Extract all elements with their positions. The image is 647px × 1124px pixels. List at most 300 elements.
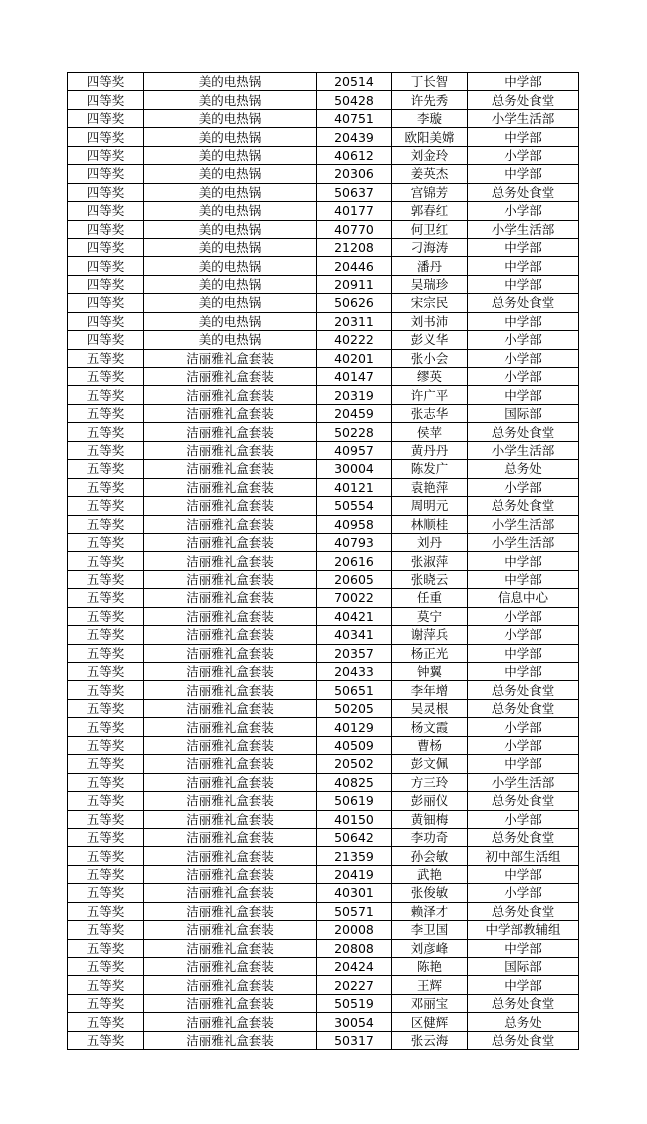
employee-id-cell: 40957 xyxy=(317,441,392,459)
department-cell: 小学部 xyxy=(468,146,579,164)
table-row xyxy=(68,368,579,386)
table-row xyxy=(68,976,579,994)
prize-item-cell: 美的电热锅 xyxy=(144,275,317,293)
prize-grade-cell: 五等奖 xyxy=(68,607,144,625)
department-cell: 小学生活部 xyxy=(468,773,579,791)
employee-id-cell: 70022 xyxy=(317,589,392,607)
prize-item-cell: 洁丽雅礼盒套装 xyxy=(144,368,317,386)
department-cell: 中学部 xyxy=(468,976,579,994)
table-row xyxy=(68,589,579,607)
winner-name-cell: 彭丽仪 xyxy=(392,792,468,810)
prize-item-cell: 美的电热锅 xyxy=(144,146,317,164)
prize-item-cell: 洁丽雅礼盒套装 xyxy=(144,1031,317,1049)
prize-grade-cell: 五等奖 xyxy=(68,939,144,957)
department-cell: 小学部 xyxy=(468,349,579,367)
prize-item-cell: 洁丽雅礼盒套装 xyxy=(144,699,317,717)
prize-grade-cell: 五等奖 xyxy=(68,552,144,570)
prize-item-cell: 美的电热锅 xyxy=(144,202,317,220)
winner-name-cell: 李年增 xyxy=(392,681,468,699)
employee-id-cell: 50519 xyxy=(317,994,392,1012)
winner-name-cell: 侯苹 xyxy=(392,423,468,441)
prize-item-cell: 洁丽雅礼盒套装 xyxy=(144,533,317,551)
prize-item-cell: 洁丽雅礼盒套装 xyxy=(144,1013,317,1031)
prize-grade-cell: 四等奖 xyxy=(68,202,144,220)
winner-name-cell: 宋宗民 xyxy=(392,294,468,312)
table-row xyxy=(68,497,579,515)
department-cell: 总务处 xyxy=(468,1013,579,1031)
prize-grade-cell: 五等奖 xyxy=(68,570,144,588)
prize-item-cell: 美的电热锅 xyxy=(144,238,317,256)
prize-grade-cell: 四等奖 xyxy=(68,220,144,238)
department-cell: 总务处食堂 xyxy=(468,828,579,846)
department-cell: 小学部 xyxy=(468,736,579,754)
table-row xyxy=(68,404,579,422)
employee-id-cell: 40222 xyxy=(317,331,392,349)
prize-grade-cell: 四等奖 xyxy=(68,238,144,256)
department-cell: 中学部 xyxy=(468,644,579,662)
winner-name-cell: 谢萍兵 xyxy=(392,626,468,644)
winner-name-cell: 张志华 xyxy=(392,404,468,422)
department-cell: 总务处食堂 xyxy=(468,994,579,1012)
prize-item-cell: 美的电热锅 xyxy=(144,73,317,91)
prize-item-cell: 美的电热锅 xyxy=(144,257,317,275)
table-row xyxy=(68,626,579,644)
prize-grade-cell: 五等奖 xyxy=(68,1013,144,1031)
employee-id-cell: 50428 xyxy=(317,91,392,109)
employee-id-cell: 50205 xyxy=(317,699,392,717)
winner-name-cell: 武艳 xyxy=(392,865,468,883)
table-row xyxy=(68,331,579,349)
employee-id-cell: 20357 xyxy=(317,644,392,662)
prize-grade-cell: 五等奖 xyxy=(68,423,144,441)
table-row xyxy=(68,146,579,164)
winner-name-cell: 孙会敏 xyxy=(392,847,468,865)
department-cell: 总务处食堂 xyxy=(468,91,579,109)
winner-name-cell: 刘书沛 xyxy=(392,312,468,330)
prize-grade-cell: 五等奖 xyxy=(68,773,144,791)
department-cell: 小学部 xyxy=(468,884,579,902)
department-cell: 中学部 xyxy=(468,128,579,146)
prize-grade-cell: 五等奖 xyxy=(68,478,144,496)
winner-name-cell: 姜英杰 xyxy=(392,165,468,183)
prize-grade-cell: 四等奖 xyxy=(68,294,144,312)
employee-id-cell: 21359 xyxy=(317,847,392,865)
table-row xyxy=(68,718,579,736)
prize-item-cell: 洁丽雅礼盒套装 xyxy=(144,663,317,681)
prize-grade-cell: 四等奖 xyxy=(68,275,144,293)
employee-id-cell: 40201 xyxy=(317,349,392,367)
prize-item-cell: 洁丽雅礼盒套装 xyxy=(144,441,317,459)
employee-id-cell: 40147 xyxy=(317,368,392,386)
prize-grade-cell: 四等奖 xyxy=(68,73,144,91)
winner-name-cell: 李璇 xyxy=(392,109,468,127)
employee-id-cell: 20616 xyxy=(317,552,392,570)
prize-item-cell: 洁丽雅礼盒套装 xyxy=(144,792,317,810)
department-cell: 小学生活部 xyxy=(468,109,579,127)
department-cell: 总务处食堂 xyxy=(468,497,579,515)
department-cell: 小学部 xyxy=(468,626,579,644)
table-row xyxy=(68,994,579,1012)
employee-id-cell: 50626 xyxy=(317,294,392,312)
department-cell: 中学部 xyxy=(468,165,579,183)
department-cell: 小学部 xyxy=(468,607,579,625)
employee-id-cell: 20311 xyxy=(317,312,392,330)
winner-name-cell: 张淑萍 xyxy=(392,552,468,570)
winner-name-cell: 张云海 xyxy=(392,1031,468,1049)
department-cell: 小学部 xyxy=(468,202,579,220)
table-row xyxy=(68,257,579,275)
table-row xyxy=(68,810,579,828)
prize-grade-cell: 五等奖 xyxy=(68,533,144,551)
prize-grade-cell: 五等奖 xyxy=(68,718,144,736)
table-row xyxy=(68,570,579,588)
employee-id-cell: 20502 xyxy=(317,755,392,773)
winner-name-cell: 何卫红 xyxy=(392,220,468,238)
prize-item-cell: 洁丽雅礼盒套装 xyxy=(144,607,317,625)
employee-id-cell: 20911 xyxy=(317,275,392,293)
employee-id-cell: 40793 xyxy=(317,533,392,551)
employee-id-cell: 20319 xyxy=(317,386,392,404)
table-row xyxy=(68,109,579,127)
winner-name-cell: 陈发广 xyxy=(392,460,468,478)
winner-name-cell: 杨文霞 xyxy=(392,718,468,736)
table-row xyxy=(68,607,579,625)
prize-grade-cell: 五等奖 xyxy=(68,810,144,828)
table-row xyxy=(68,533,579,551)
table-row xyxy=(68,91,579,109)
table-row xyxy=(68,958,579,976)
department-cell: 中学部 xyxy=(468,257,579,275)
employee-id-cell: 40751 xyxy=(317,109,392,127)
employee-id-cell: 21208 xyxy=(317,238,392,256)
prize-item-cell: 洁丽雅礼盒套装 xyxy=(144,828,317,846)
prize-item-cell: 洁丽雅礼盒套装 xyxy=(144,810,317,828)
prize-grade-cell: 五等奖 xyxy=(68,404,144,422)
prize-item-cell: 洁丽雅礼盒套装 xyxy=(144,626,317,644)
employee-id-cell: 20008 xyxy=(317,921,392,939)
winner-name-cell: 林顺桂 xyxy=(392,515,468,533)
winner-name-cell: 张小会 xyxy=(392,349,468,367)
department-cell: 中学部 xyxy=(468,570,579,588)
employee-id-cell: 40121 xyxy=(317,478,392,496)
department-cell: 总务处食堂 xyxy=(468,681,579,699)
department-cell: 初中部生活组 xyxy=(468,847,579,865)
prize-grade-cell: 五等奖 xyxy=(68,368,144,386)
winner-name-cell: 刁海涛 xyxy=(392,238,468,256)
winner-name-cell: 宫锦芳 xyxy=(392,183,468,201)
winner-name-cell: 任重 xyxy=(392,589,468,607)
department-cell: 中学部教辅组 xyxy=(468,921,579,939)
prize-grade-cell: 四等奖 xyxy=(68,257,144,275)
employee-id-cell: 40770 xyxy=(317,220,392,238)
table-row xyxy=(68,1013,579,1031)
table-row xyxy=(68,681,579,699)
department-cell: 国际部 xyxy=(468,404,579,422)
prize-grade-cell: 五等奖 xyxy=(68,460,144,478)
winner-name-cell: 周明元 xyxy=(392,497,468,515)
table-body xyxy=(68,73,579,1050)
prize-grade-cell: 四等奖 xyxy=(68,165,144,183)
prize-item-cell: 洁丽雅礼盒套装 xyxy=(144,570,317,588)
prize-item-cell: 洁丽雅礼盒套装 xyxy=(144,644,317,662)
table-row xyxy=(68,663,579,681)
prize-winners-table xyxy=(67,72,579,1050)
employee-id-cell: 50651 xyxy=(317,681,392,699)
prize-item-cell: 洁丽雅礼盒套装 xyxy=(144,589,317,607)
winner-name-cell: 邓丽宝 xyxy=(392,994,468,1012)
employee-id-cell: 50619 xyxy=(317,792,392,810)
department-cell: 国际部 xyxy=(468,958,579,976)
prize-item-cell: 洁丽雅礼盒套装 xyxy=(144,423,317,441)
prize-grade-cell: 五等奖 xyxy=(68,497,144,515)
department-cell: 中学部 xyxy=(468,312,579,330)
prize-item-cell: 美的电热锅 xyxy=(144,294,317,312)
employee-id-cell: 50228 xyxy=(317,423,392,441)
table-row xyxy=(68,828,579,846)
prize-item-cell: 美的电热锅 xyxy=(144,183,317,201)
prize-grade-cell: 四等奖 xyxy=(68,109,144,127)
prize-grade-cell: 四等奖 xyxy=(68,331,144,349)
winner-name-cell: 李卫国 xyxy=(392,921,468,939)
department-cell: 小学生活部 xyxy=(468,441,579,459)
prize-grade-cell: 四等奖 xyxy=(68,91,144,109)
prize-item-cell: 美的电热锅 xyxy=(144,109,317,127)
winner-name-cell: 方三玲 xyxy=(392,773,468,791)
table-row xyxy=(68,699,579,717)
winner-name-cell: 吴瑞珍 xyxy=(392,275,468,293)
winner-name-cell: 区健辉 xyxy=(392,1013,468,1031)
prize-item-cell: 洁丽雅礼盒套装 xyxy=(144,958,317,976)
department-cell: 小学生活部 xyxy=(468,533,579,551)
table-row xyxy=(68,128,579,146)
winner-name-cell: 杨正光 xyxy=(392,644,468,662)
department-cell: 小学部 xyxy=(468,718,579,736)
winner-name-cell: 潘丹 xyxy=(392,257,468,275)
department-cell: 中学部 xyxy=(468,663,579,681)
winner-name-cell: 许广平 xyxy=(392,386,468,404)
prize-grade-cell: 五等奖 xyxy=(68,589,144,607)
prize-grade-cell: 五等奖 xyxy=(68,681,144,699)
employee-id-cell: 30004 xyxy=(317,460,392,478)
employee-id-cell: 20424 xyxy=(317,958,392,976)
prize-item-cell: 美的电热锅 xyxy=(144,331,317,349)
prize-item-cell: 洁丽雅礼盒套装 xyxy=(144,478,317,496)
prize-item-cell: 洁丽雅礼盒套装 xyxy=(144,902,317,920)
employee-id-cell: 40301 xyxy=(317,884,392,902)
prize-grade-cell: 五等奖 xyxy=(68,847,144,865)
winner-name-cell: 郭春红 xyxy=(392,202,468,220)
prize-item-cell: 洁丽雅礼盒套装 xyxy=(144,865,317,883)
winner-name-cell: 陈艳 xyxy=(392,958,468,976)
winner-name-cell: 许先秀 xyxy=(392,91,468,109)
department-cell: 总务处食堂 xyxy=(468,1031,579,1049)
prize-item-cell: 洁丽雅礼盒套装 xyxy=(144,884,317,902)
employee-id-cell: 40129 xyxy=(317,718,392,736)
table-row xyxy=(68,349,579,367)
department-cell: 中学部 xyxy=(468,386,579,404)
department-cell: 中学部 xyxy=(468,755,579,773)
winner-name-cell: 刘金玲 xyxy=(392,146,468,164)
table-row xyxy=(68,884,579,902)
prize-grade-cell: 四等奖 xyxy=(68,312,144,330)
employee-id-cell: 40421 xyxy=(317,607,392,625)
department-cell: 总务处食堂 xyxy=(468,423,579,441)
prize-item-cell: 美的电热锅 xyxy=(144,220,317,238)
prize-grade-cell: 五等奖 xyxy=(68,515,144,533)
department-cell: 总务处 xyxy=(468,460,579,478)
prize-grade-cell: 四等奖 xyxy=(68,183,144,201)
table-row xyxy=(68,238,579,256)
table-row xyxy=(68,165,579,183)
table-row xyxy=(68,183,579,201)
winner-name-cell: 袁艳萍 xyxy=(392,478,468,496)
winner-name-cell: 李功奇 xyxy=(392,828,468,846)
employee-id-cell: 40509 xyxy=(317,736,392,754)
department-cell: 总务处食堂 xyxy=(468,183,579,201)
prize-item-cell: 美的电热锅 xyxy=(144,91,317,109)
table-row xyxy=(68,386,579,404)
prize-grade-cell: 五等奖 xyxy=(68,865,144,883)
employee-id-cell: 40341 xyxy=(317,626,392,644)
prize-grade-cell: 五等奖 xyxy=(68,1031,144,1049)
department-cell: 小学部 xyxy=(468,810,579,828)
prize-grade-cell: 五等奖 xyxy=(68,976,144,994)
table-row xyxy=(68,423,579,441)
prize-item-cell: 洁丽雅礼盒套装 xyxy=(144,755,317,773)
winner-name-cell: 曹杨 xyxy=(392,736,468,754)
table-row xyxy=(68,73,579,91)
employee-id-cell: 20459 xyxy=(317,404,392,422)
winner-name-cell: 黄丹丹 xyxy=(392,441,468,459)
prize-grade-cell: 五等奖 xyxy=(68,386,144,404)
prize-item-cell: 美的电热锅 xyxy=(144,165,317,183)
employee-id-cell: 20433 xyxy=(317,663,392,681)
table-row xyxy=(68,773,579,791)
winner-name-cell: 丁长智 xyxy=(392,73,468,91)
department-cell: 信息中心 xyxy=(468,589,579,607)
employee-id-cell: 40177 xyxy=(317,202,392,220)
employee-id-cell: 50317 xyxy=(317,1031,392,1049)
prize-grade-cell: 五等奖 xyxy=(68,755,144,773)
winner-name-cell: 彭义华 xyxy=(392,331,468,349)
employee-id-cell: 20808 xyxy=(317,939,392,957)
winner-name-cell: 彭文佩 xyxy=(392,755,468,773)
winner-name-cell: 刘彦峰 xyxy=(392,939,468,957)
winner-name-cell: 张晓云 xyxy=(392,570,468,588)
prize-item-cell: 美的电热锅 xyxy=(144,312,317,330)
table-row xyxy=(68,478,579,496)
winner-name-cell: 刘丹 xyxy=(392,533,468,551)
employee-id-cell: 50637 xyxy=(317,183,392,201)
employee-id-cell: 20514 xyxy=(317,73,392,91)
department-cell: 总务处食堂 xyxy=(468,792,579,810)
department-cell: 小学生活部 xyxy=(468,515,579,533)
table-row xyxy=(68,939,579,957)
employee-id-cell: 20306 xyxy=(317,165,392,183)
winner-name-cell: 莫宁 xyxy=(392,607,468,625)
department-cell: 小学生活部 xyxy=(468,220,579,238)
prize-grade-cell: 四等奖 xyxy=(68,128,144,146)
prize-grade-cell: 四等奖 xyxy=(68,146,144,164)
prize-grade-cell: 五等奖 xyxy=(68,902,144,920)
table-row xyxy=(68,921,579,939)
winner-name-cell: 缪英 xyxy=(392,368,468,386)
winner-name-cell: 吴灵根 xyxy=(392,699,468,717)
department-cell: 中学部 xyxy=(468,238,579,256)
department-cell: 总务处食堂 xyxy=(468,294,579,312)
department-cell: 中学部 xyxy=(468,73,579,91)
prize-item-cell: 美的电热锅 xyxy=(144,128,317,146)
table-row xyxy=(68,202,579,220)
winner-name-cell: 黄钿梅 xyxy=(392,810,468,828)
employee-id-cell: 50554 xyxy=(317,497,392,515)
table-row xyxy=(68,902,579,920)
prize-item-cell: 洁丽雅礼盒套装 xyxy=(144,773,317,791)
department-cell: 小学部 xyxy=(468,368,579,386)
department-cell: 小学部 xyxy=(468,331,579,349)
department-cell: 中学部 xyxy=(468,865,579,883)
prize-item-cell: 洁丽雅礼盒套装 xyxy=(144,847,317,865)
prize-grade-cell: 五等奖 xyxy=(68,644,144,662)
prize-grade-cell: 五等奖 xyxy=(68,921,144,939)
prize-grade-cell: 五等奖 xyxy=(68,441,144,459)
table-row xyxy=(68,460,579,478)
employee-id-cell: 40825 xyxy=(317,773,392,791)
prize-item-cell: 洁丽雅礼盒套装 xyxy=(144,939,317,957)
employee-id-cell: 40958 xyxy=(317,515,392,533)
prize-grade-cell: 五等奖 xyxy=(68,349,144,367)
prize-item-cell: 洁丽雅礼盒套装 xyxy=(144,404,317,422)
department-cell: 总务处食堂 xyxy=(468,902,579,920)
department-cell: 中学部 xyxy=(468,275,579,293)
prize-item-cell: 洁丽雅礼盒套装 xyxy=(144,349,317,367)
table-row xyxy=(68,220,579,238)
winner-name-cell: 赖泽才 xyxy=(392,902,468,920)
prize-item-cell: 洁丽雅礼盒套装 xyxy=(144,994,317,1012)
employee-id-cell: 50642 xyxy=(317,828,392,846)
prize-item-cell: 洁丽雅礼盒套装 xyxy=(144,515,317,533)
table-row xyxy=(68,552,579,570)
table-row xyxy=(68,312,579,330)
employee-id-cell: 20605 xyxy=(317,570,392,588)
prize-item-cell: 洁丽雅礼盒套装 xyxy=(144,552,317,570)
prize-grade-cell: 五等奖 xyxy=(68,626,144,644)
employee-id-cell: 20227 xyxy=(317,976,392,994)
table-row xyxy=(68,441,579,459)
employee-id-cell: 30054 xyxy=(317,1013,392,1031)
prize-grade-cell: 五等奖 xyxy=(68,994,144,1012)
table-row xyxy=(68,792,579,810)
table-row xyxy=(68,294,579,312)
prize-item-cell: 洁丽雅礼盒套装 xyxy=(144,497,317,515)
prize-item-cell: 洁丽雅礼盒套装 xyxy=(144,976,317,994)
winner-name-cell: 张俊敏 xyxy=(392,884,468,902)
table-row xyxy=(68,1031,579,1049)
department-cell: 中学部 xyxy=(468,939,579,957)
prize-item-cell: 洁丽雅礼盒套装 xyxy=(144,386,317,404)
prize-item-cell: 洁丽雅礼盒套装 xyxy=(144,736,317,754)
prize-item-cell: 洁丽雅礼盒套装 xyxy=(144,681,317,699)
table-row xyxy=(68,515,579,533)
prize-grade-cell: 五等奖 xyxy=(68,736,144,754)
employee-id-cell: 20419 xyxy=(317,865,392,883)
winner-name-cell: 欧阳美嫦 xyxy=(392,128,468,146)
employee-id-cell: 20446 xyxy=(317,257,392,275)
prize-grade-cell: 五等奖 xyxy=(68,699,144,717)
employee-id-cell: 50571 xyxy=(317,902,392,920)
department-cell: 中学部 xyxy=(468,552,579,570)
table-row xyxy=(68,755,579,773)
